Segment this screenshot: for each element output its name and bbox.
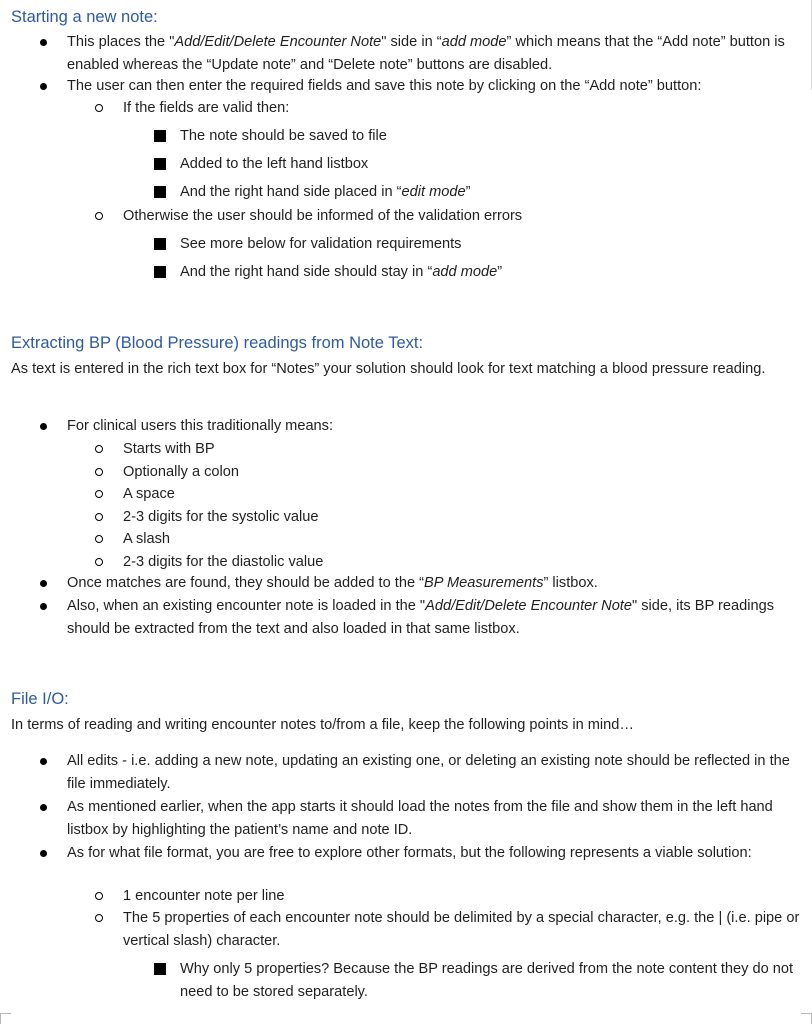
- bullet-disc-icon: [40, 758, 47, 765]
- sub-list-item: Otherwise the user should be informed of the validation errors: [123, 208, 523, 224]
- sub-list-item: 1 encounter note per line: [123, 888, 285, 904]
- heading-starting-new-note: Starting a new note:: [11, 8, 158, 26]
- list-item: All edits - i.e. adding a new note, updating an existing one, or deleting an existing note should be reflected in the file immediately.: [67, 753, 790, 792]
- sub-sub-list-item: And the right hand side should stay in “add mode”: [180, 264, 503, 280]
- sub-sub-list-item: Why only 5 properties? Because the BP readings are derived from the note content they do not need to be stored separately.: [180, 961, 794, 1000]
- bullet-circle-icon: [95, 212, 103, 220]
- bullet-circle-icon: [95, 490, 103, 498]
- sub-sub-list-item: Added to the left hand listbox: [180, 156, 369, 172]
- bullet-square-icon: [154, 266, 166, 278]
- bullet-disc-icon: [40, 580, 47, 587]
- sub-sub-list-item: The note should be saved to file: [180, 128, 387, 144]
- list-item: As mentioned earlier, when the app starts it should load the notes from the file and show them in the left hand listbox by highlighting the patient’s name and note ID.: [67, 799, 773, 838]
- bullet-circle-icon: [95, 892, 103, 900]
- bullet-disc-icon: [40, 423, 47, 430]
- intro-paragraph: As text is entered in the rich text box for “Notes” your solution should look for text matching a blood pressure reading.: [11, 361, 766, 377]
- sub-list-item: The 5 properties of each encounter note should be delimited by a special character, e.g. the | (i.e. pipe or vertical slash) character.: [123, 910, 800, 949]
- bullet-disc-icon: [40, 850, 47, 857]
- list-item: The user can then enter the required fields and save this note by clicking on the “Add note” button:: [67, 78, 702, 94]
- bullet-disc-icon: [40, 603, 47, 610]
- page-corner-mark: [801, 1013, 812, 1024]
- bullet-circle-icon: [95, 445, 103, 453]
- sub-sub-list-item: And the right hand side placed in “edit mode”: [180, 184, 471, 200]
- list-item: For clinical users this traditionally means:: [67, 418, 334, 434]
- sub-list-item: A space: [123, 486, 175, 502]
- bullet-disc-icon: [40, 804, 47, 811]
- list-item: Once matches are found, they should be added to the “BP Measurements” listbox.: [67, 575, 598, 591]
- bullet-circle-icon: [95, 468, 103, 476]
- bullet-square-icon: [154, 238, 166, 250]
- sub-list-item: 2-3 digits for the diastolic value: [123, 554, 324, 570]
- sub-sub-list-item: See more below for validation requirements: [180, 236, 462, 252]
- bullet-square-icon: [154, 130, 166, 142]
- list-item: Also, when an existing encounter note is loaded in the "Add/Edit/Delete Encounter Note" side, its BP readings should be extracted from the text and also loaded in that same listbox.: [67, 598, 774, 637]
- sub-list-item: If the fields are valid then:: [123, 100, 290, 116]
- bullet-disc-icon: [40, 83, 47, 90]
- page-corner-mark: [0, 1013, 11, 1024]
- sub-list-item: 2-3 digits for the systolic value: [123, 509, 319, 525]
- bullet-circle-icon: [95, 513, 103, 521]
- bullet-circle-icon: [95, 104, 103, 112]
- list-item: This places the "Add/Edit/Delete Encounter Note" side in “add mode” which means that the “Add note” button is enabled whereas the “Update note” and “Delete note” buttons are disabled.: [67, 34, 785, 73]
- bullet-disc-icon: [40, 39, 47, 46]
- bullet-square-icon: [154, 186, 166, 198]
- sub-list-item: Optionally a colon: [123, 464, 240, 480]
- list-item: As for what file format, you are free to explore other formats, but the following represents a viable solution:: [67, 845, 752, 861]
- intro-paragraph: In terms of reading and writing encounter notes to/from a file, keep the following points in mind…: [11, 717, 634, 733]
- bullet-square-icon: [154, 963, 166, 975]
- bullet-circle-icon: [95, 558, 103, 566]
- sub-list-item: Starts with BP: [123, 441, 215, 457]
- sub-list-item: A slash: [123, 531, 171, 547]
- bullet-circle-icon: [95, 535, 103, 543]
- bullet-square-icon: [154, 158, 166, 170]
- heading-extracting-bp: Extracting BP (Blood Pressure) readings from Note Text:: [11, 334, 424, 352]
- bullet-circle-icon: [95, 914, 103, 922]
- heading-file-io: File I/O:: [11, 690, 69, 708]
